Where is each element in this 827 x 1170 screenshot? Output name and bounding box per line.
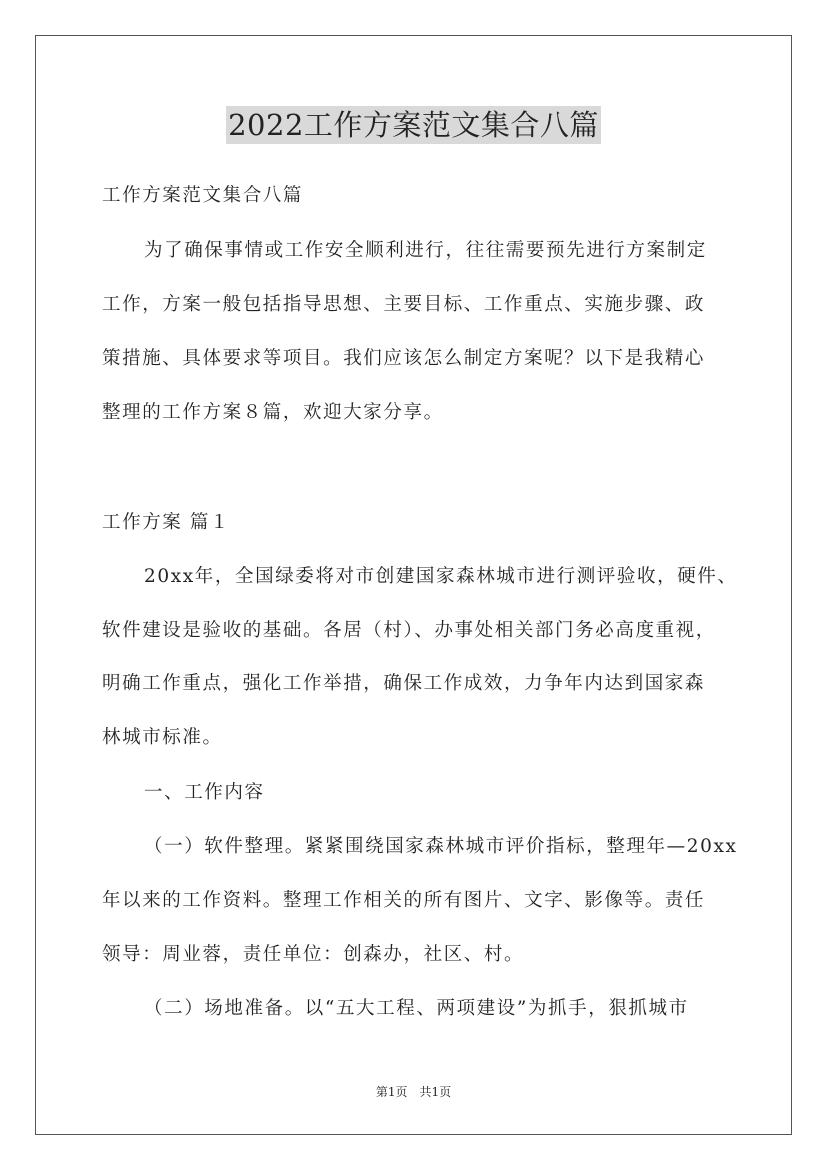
paragraph-line: （二）场地准备。以“五大工程、两项建设”为抓手，狠抓城市 (144, 998, 689, 1019)
paragraph-line: 明确工作重点，强化工作举措，确保工作成效，力争年内达到国家森 (102, 673, 706, 694)
document-title: 2022工作方案范文集合八篇 (228, 108, 599, 142)
paragraph-line: 20xx年，全国绿委将对市创建国家森林城市进行测评验收，硬件、 (144, 566, 738, 587)
paragraph-line: 软件建设是验收的基础。各居（村）、办事处相关部门务必高度重视， (102, 620, 716, 641)
paragraph-line: 工作，方案一般包括指导思想、主要目标、工作重点、实施步骤、政 (102, 294, 706, 315)
paragraph-line: （一）软件整理。紧紧围绕国家森林城市评价指标，整理年—20xx (144, 836, 738, 857)
paragraph-line: 策措施、具体要求等项目。我们应该怎么制定方案呢？以下是我精心 (102, 348, 706, 369)
subsection-heading: 一、工作内容 (144, 782, 265, 803)
page-number: 第1页 共1页 (375, 1085, 452, 1099)
paragraph-line: 领导：周业蓉，责任单位：创森办，社区、村。 (102, 944, 525, 965)
paragraph-line: 林城市标准。 (102, 727, 223, 748)
paragraph-line: 年以来的工作资料。整理工作相关的所有图片、文字、影像等。责任 (102, 890, 706, 911)
section-heading: 工作方案 篇１ (102, 512, 231, 533)
document-title-wrap (0, 103, 827, 144)
section-heading: 工作方案范文集合八篇 (102, 185, 304, 206)
paragraph-line: 为了确保事情或工作安全顺利进行，往往需要预先进行方案制定 (144, 240, 707, 261)
paragraph-line: 整理的工作方案８篇，欢迎大家分享。 (102, 402, 444, 423)
